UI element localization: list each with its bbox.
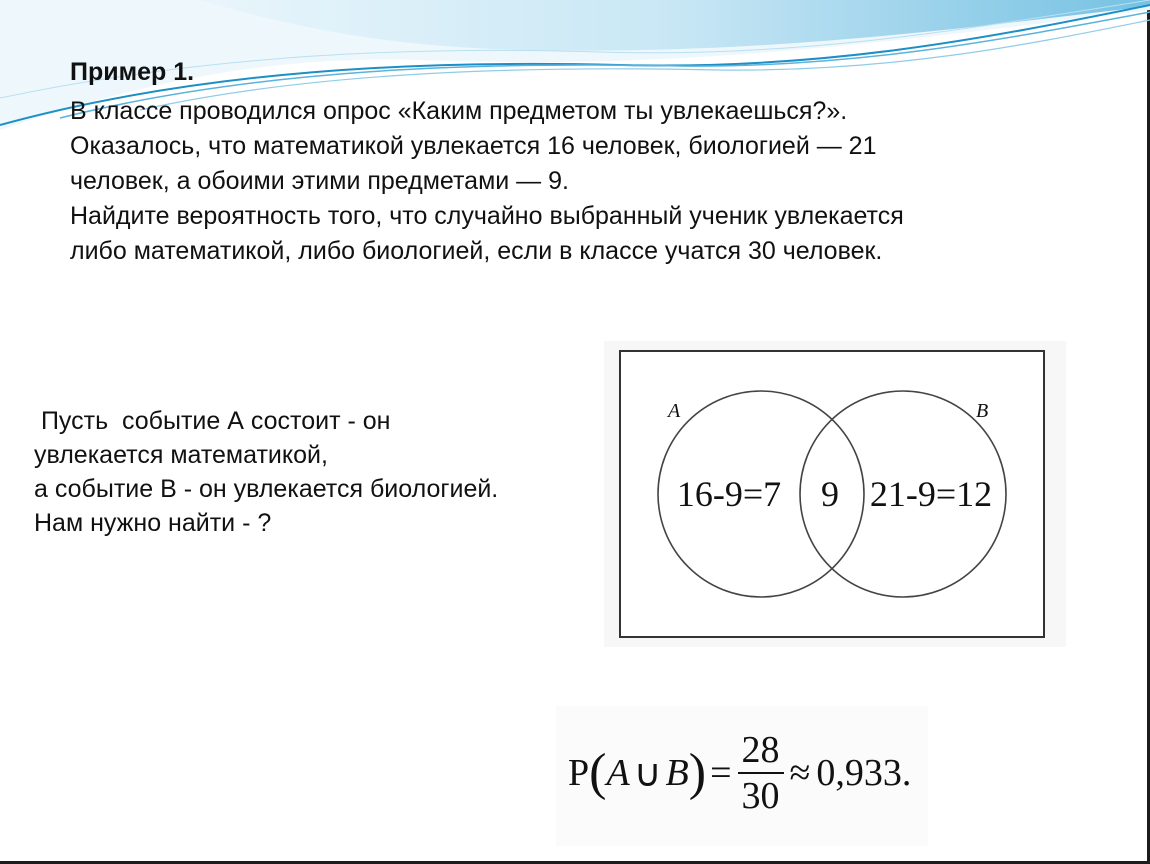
explanation-text xyxy=(34,404,594,540)
equals-sign: = xyxy=(710,752,732,794)
right-paren: ) xyxy=(688,744,707,801)
explanation-line: увлекается математикой, xyxy=(34,441,328,469)
approx-sign: ≈ xyxy=(789,752,811,794)
union-symbol: ∪ xyxy=(633,752,662,795)
set-b-label: B xyxy=(976,400,989,422)
final-dot: . xyxy=(901,752,912,794)
event-b-symbol: B xyxy=(665,752,689,794)
probability-formula xyxy=(568,718,911,828)
explanation-line: Пусть событие А состоит - он xyxy=(34,407,391,435)
fraction xyxy=(738,730,784,816)
problem-line: Оказалось, что математикой увлекается 16 человек, биологией — 21 xyxy=(70,132,877,160)
explanation-line: а событие В - он увлекается биологией. xyxy=(34,475,499,503)
problem-line: либо математикой, либо биологией, если в классе учатся 30 человек. xyxy=(70,237,883,265)
probability-symbol: P xyxy=(568,752,590,794)
venn-diagram-panel xyxy=(604,341,1066,647)
example-title: Пример 1. xyxy=(70,58,195,86)
fraction-denominator: 30 xyxy=(741,775,780,817)
problem-line: Найдите вероятность того, что случайно выбранный ученик увлекается xyxy=(70,202,904,230)
intersection-region-text: 9 xyxy=(821,474,839,514)
left-paren: ( xyxy=(589,744,607,801)
fraction-numerator: 28 xyxy=(738,730,784,774)
result-value: 0,933 xyxy=(816,752,902,794)
formula-panel xyxy=(556,706,928,846)
event-a-symbol: A xyxy=(606,752,630,794)
venn-diagram xyxy=(604,341,1066,647)
explanation-line: Нам нужно найти - ? xyxy=(34,509,272,537)
problem-line: В классе проводился опрос «Каким предметом ты увлекаешься?». xyxy=(70,97,848,125)
set-a-label: A xyxy=(668,400,681,422)
problem-statement xyxy=(70,94,1070,269)
only-b-region-text: 21-9=12 xyxy=(869,474,993,514)
only-a-region-text: 16-9=7 xyxy=(676,474,782,514)
problem-line: человек, а обоими этими предметами — 9. xyxy=(70,167,569,195)
